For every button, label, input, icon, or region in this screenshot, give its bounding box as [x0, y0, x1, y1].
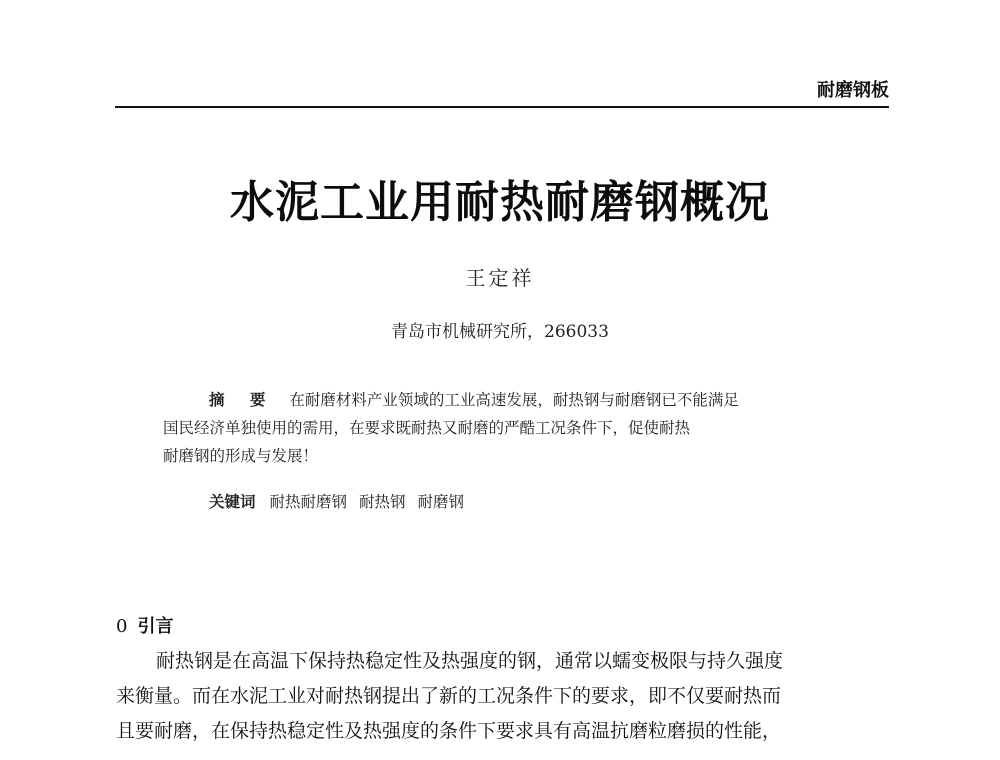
abstract-label: 摘 要	[209, 391, 276, 409]
keyword: 耐热钢	[359, 493, 406, 511]
abstract-text: 在耐磨材料产业领域的工业高速发展，耐热钢与耐磨钢已不能满足	[289, 391, 739, 409]
running-head: 耐磨钢板	[817, 80, 889, 101]
author-affiliation: 青岛市机械研究所，266033	[391, 322, 609, 342]
abstract-line	[163, 386, 843, 414]
abstract	[163, 386, 843, 470]
section-title: 引言	[137, 616, 174, 637]
body-line: 耐热钢是在高温下保持热稳定性及热强度的钢，通常以蠕变极限与持久强度	[156, 650, 784, 672]
keyword: 耐热耐磨钢	[269, 493, 348, 511]
keywords-label: 关键词	[209, 493, 256, 511]
author-name: 王定祥	[465, 266, 535, 290]
keywords	[209, 490, 476, 512]
keyword: 耐磨钢	[417, 493, 465, 511]
abstract-line: 国民经济单独使用的需用，在要求既耐热又耐磨的严酷工况条件下，促使耐热	[163, 419, 691, 437]
section-number: 0	[116, 616, 128, 637]
body-line: 且要耐磨，在保持热稳定性及热强度的条件下要求具有高温抗磨粒磨损的性能，	[116, 720, 782, 742]
abstract-line: 耐磨钢的形成与发展！	[163, 447, 319, 465]
body-paragraph	[116, 644, 892, 749]
section-heading	[116, 612, 173, 638]
header-rule	[115, 106, 889, 108]
body-line: 来衡量。而在水泥工业对耐热钢提出了新的工况条件下的要求，即不仅要耐热而	[116, 685, 782, 707]
paper-title: 水泥工业用耐热耐磨钢概况	[230, 177, 770, 228]
